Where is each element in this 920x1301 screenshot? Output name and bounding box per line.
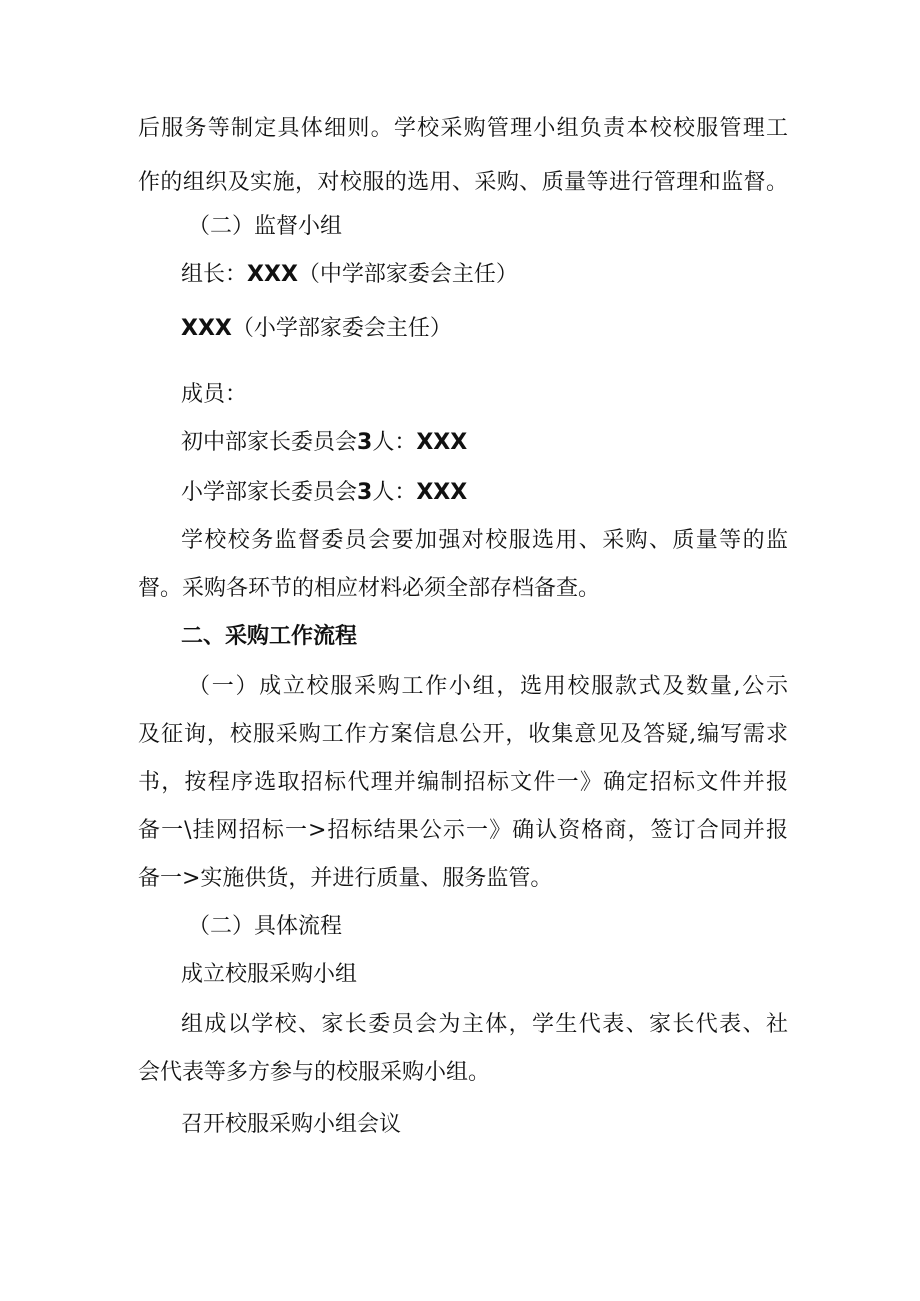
member-line	[181, 428, 467, 458]
paragraph-line: （一）成立校服采购工作小组，选用校服款式及数量,公示	[188, 674, 788, 699]
label: 人：	[372, 430, 417, 455]
leader-line	[181, 314, 452, 344]
role: （小学部家委会主任）	[231, 316, 452, 341]
name-placeholder: XXX	[181, 316, 232, 341]
section-heading: 二、采购工作流程	[181, 624, 358, 649]
step-title: 成立校服采购小组	[181, 962, 358, 987]
paragraph-line: 备一>实施供货，并进行质量、服务监管。	[138, 866, 553, 891]
count: 3	[357, 480, 373, 505]
members-label: 成员：	[181, 382, 248, 407]
section-subheading: （二）监督小组	[188, 214, 343, 239]
label: 人：	[372, 480, 417, 505]
role: （中学部家委会主任）	[297, 262, 518, 287]
paragraph-line: 会代表等多方参与的校服采购小组。	[138, 1060, 491, 1085]
label: 初中部家长委员会	[181, 430, 358, 455]
label: 组长：	[181, 262, 248, 287]
member-line	[181, 478, 467, 508]
paragraph-line: 督。采购各环节的相应材料必须全部存档备查。	[138, 576, 601, 601]
paragraph-line: 书，按程序选取招标代理并编制招标文件一》确定招标文件并报	[138, 770, 788, 795]
leader-line	[181, 260, 518, 290]
section-subheading: （二）具体流程	[188, 914, 343, 939]
count: 3	[357, 430, 373, 455]
paragraph-line: 后服务等制定具体细则。学校采购管理小组负责本校校服管理工	[138, 116, 788, 141]
name-placeholder: XXX	[247, 262, 298, 287]
paragraph-line: 备一\挂网招标一>招标结果公示一》确认资格商，签订合同并报	[138, 818, 788, 843]
paragraph-line: 作的组织及实施，对校服的选用、采购、质量等进行管理和监督。	[138, 170, 788, 195]
step-title: 召开校服采购小组会议	[181, 1112, 402, 1137]
label: 小学部家长委员会	[181, 480, 358, 505]
name-placeholder: XXX	[416, 480, 468, 505]
paragraph-line: 组成以学校、家长委员会为主体，学生代表、家长代表、社	[181, 1012, 788, 1037]
paragraph-line: 学校校务监督委员会要加强对校服选用、采购、质量等的监	[181, 528, 788, 553]
name-placeholder: XXX	[416, 430, 468, 455]
paragraph-line: 及征询，校服采购工作方案信息公开，收集意见及答疑,编写需求	[138, 722, 788, 747]
